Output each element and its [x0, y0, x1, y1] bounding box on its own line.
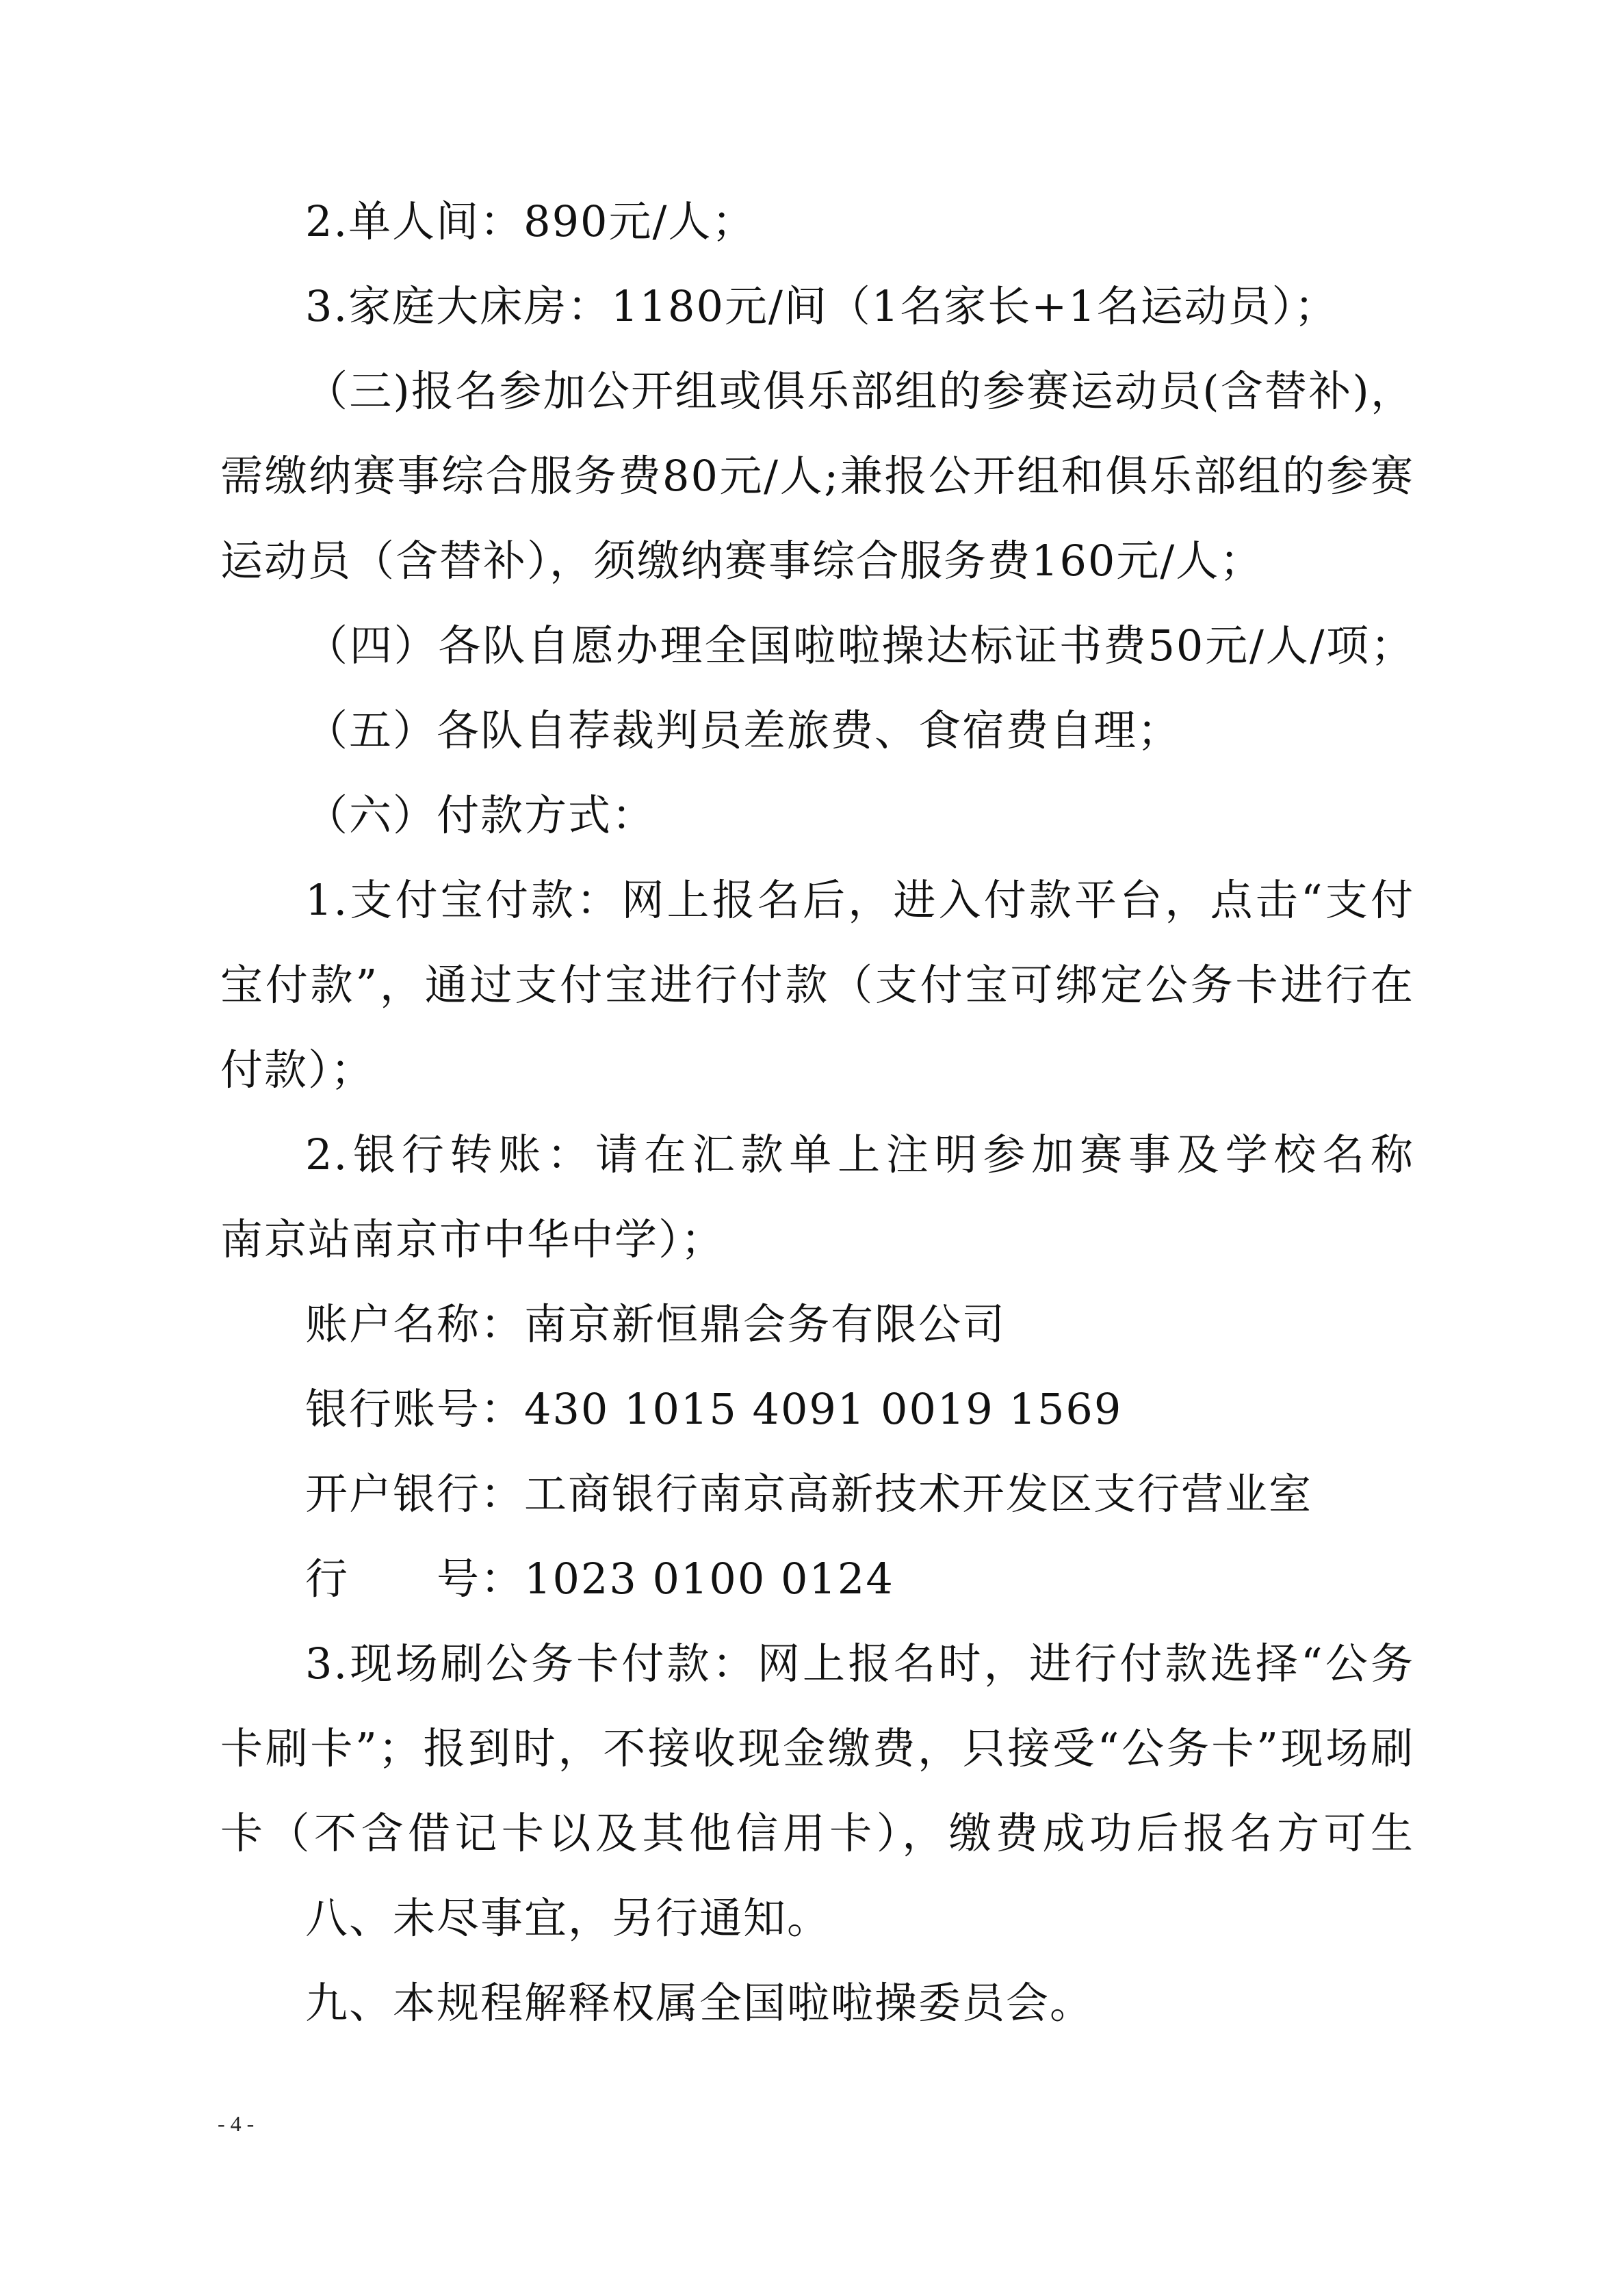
text-line-bank-code: 行 号：1023 0100 0124 [305, 1554, 894, 1604]
text-line-single-room: 2.单人间：890元/人； [305, 196, 756, 246]
text-line-family-room: 3.家庭大床房：1180元/间（1名家长+1名运动员）； [305, 281, 1338, 331]
text-line-bank-transfer-end: 南京站南京市中华中学）； [220, 1214, 725, 1264]
text-line-bank-branch: 开户银行：工商银行南京高新技术开发区支行营业室 [305, 1469, 1313, 1519]
text-line-section-9: 九、本规程解释权属全国啦啦操委员会。 [305, 1978, 1094, 2028]
text-line-account-name: 账户名称：南京新恒鼎会务有限公司 [305, 1299, 1007, 1349]
text-line-official-card-middle: 卡刷卡”；报到时，不接收现金缴费，只接受“公务卡”现场刷 [220, 1723, 1414, 1773]
text-line-section-6-title: （六）付款方式： [305, 790, 656, 840]
text-line-account-number: 银行账号：430 1015 4091 0019 1569 [305, 1384, 1123, 1434]
page-number: - 4 - [218, 2111, 255, 2136]
text-line-section-5: （五）各队自荐裁判员差旅费、食宿费自理； [305, 705, 1182, 755]
text-line-bank-transfer-start: 2.银行转账：请在汇款单上注明参加赛事及学校名称 [305, 1130, 1414, 1179]
text-line-section-4: （四）各队自愿办理全国啦啦操达标证书费50元/人/项； [305, 621, 1414, 670]
text-line-section-8: 八、未尽事宜，另行通知。 [305, 1893, 831, 1943]
text-line-alipay-start: 1.支付宝付款：网上报名后，进入付款平台，点击“支付 [305, 875, 1414, 925]
text-line-official-card-start: 3.现场刷公务卡付款：网上报名时，进行付款选择“公务 [305, 1639, 1414, 1688]
text-line-section-3-start: （三)报名参加公开组或俱乐部组的参赛运动员(含替补)， [305, 366, 1414, 416]
text-line-alipay-middle: 宝付款”，通过支付宝进行付款（支付宝可绑定公务卡进行在 [220, 960, 1414, 1010]
document-body [220, 179, 1414, 2046]
text-line-official-card-end: 卡（不含借记卡以及其他信用卡），缴费成功后报名方可生 [220, 1808, 1414, 1858]
text-line-section-3-middle: 需缴纳赛事综合服务费80元/人;兼报公开组和俱乐部组的参赛 [220, 451, 1414, 501]
text-line-section-3-end: 运动员（含替补），须缴纳赛事综合服务费160元/人； [220, 536, 1264, 586]
text-line-alipay-end: 付款）； [220, 1045, 375, 1095]
